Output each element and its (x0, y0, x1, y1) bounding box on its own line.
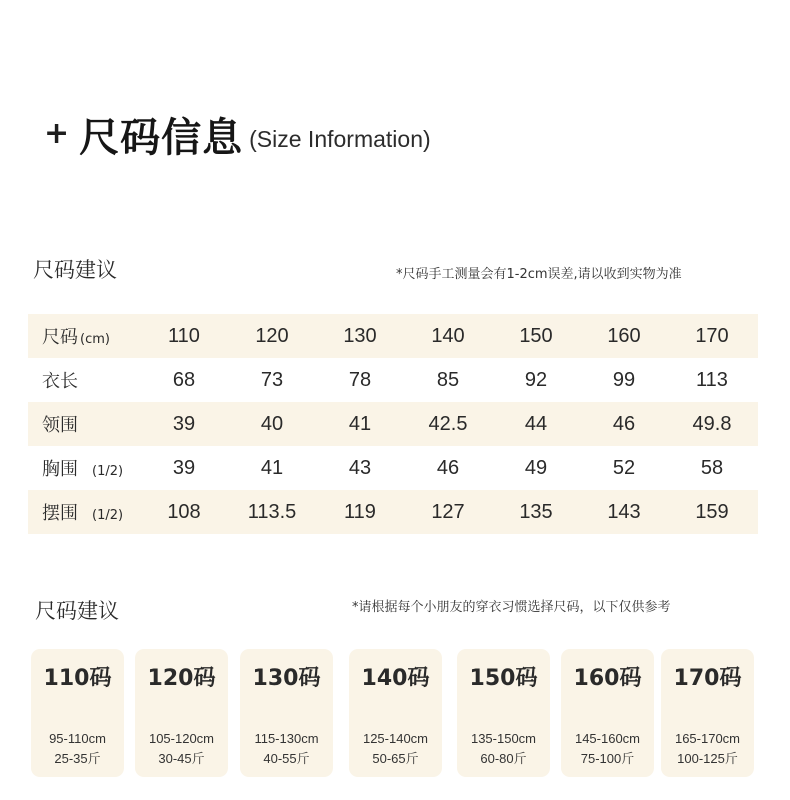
row-unit: (1/2) (92, 464, 124, 479)
row-header (28, 367, 140, 393)
card-weight-range: 30-45斤 (158, 751, 205, 766)
row-header (28, 499, 140, 525)
row-label: 衣长 (42, 371, 78, 392)
card-weight-range: 50-65斤 (372, 751, 419, 766)
table-cell: 39 (172, 412, 196, 435)
row-unit: (1/2) (92, 508, 124, 523)
row-label: 尺码 (42, 327, 78, 348)
card-size-label: 160码 (573, 666, 642, 691)
table-cell: 135 (519, 500, 553, 523)
card-size-label: 140码 (361, 666, 430, 691)
size-card (135, 649, 228, 777)
table-cell: 170 (695, 324, 729, 347)
table-cell: 73 (260, 368, 284, 391)
row-header (28, 323, 140, 349)
page-title (44, 104, 431, 164)
table-cell: 110 (168, 324, 200, 347)
table-cell: 119 (344, 500, 376, 523)
row-label: 胸围 (42, 459, 78, 480)
table-cell: 150 (519, 324, 553, 347)
table-cell: 130 (343, 324, 377, 347)
card-height-range: 105-120cm (148, 731, 215, 746)
row-label: 摆围 (42, 503, 78, 524)
table-cell: 49.8 (692, 412, 732, 435)
table-cell: 46 (612, 412, 636, 435)
table-cell: 49 (524, 456, 548, 479)
table-cell: 43 (348, 456, 372, 479)
recommend-heading: 尺码建议 (35, 599, 119, 623)
table-cell: 85 (436, 368, 460, 391)
size-chart-note: *尺码手工测量会有1-2cm误差,请以收到实物为准 (396, 267, 682, 282)
size-chart-heading: 尺码建议 (33, 258, 117, 282)
size-card (561, 649, 654, 777)
table-row (28, 358, 758, 402)
card-weight-range: 25-35斤 (54, 751, 101, 766)
row-unit: (cm) (80, 332, 110, 347)
table-cell: 41 (260, 456, 284, 479)
table-cell: 68 (172, 368, 196, 391)
table-cell: 92 (524, 368, 548, 391)
size-card (661, 649, 754, 777)
table-cell: 143 (607, 500, 641, 523)
recommend-note: *请根据每个小朋友的穿衣习惯选择尺码，以下仅供参考 (352, 600, 671, 615)
size-table (28, 314, 758, 534)
table-cell: 58 (700, 456, 724, 479)
table-cell: 39 (172, 456, 196, 479)
table-cell: 113 (696, 368, 728, 391)
card-size-label: 150码 (469, 666, 538, 691)
page-title-main: 尺码信息 (79, 114, 244, 161)
card-weight-range: 60-80斤 (480, 751, 527, 766)
table-cell: 160 (607, 324, 641, 347)
table-cell: 108 (167, 500, 201, 523)
card-size-label: 110码 (43, 666, 112, 691)
table-row (28, 490, 758, 534)
table-row (28, 446, 758, 490)
card-weight-range: 100-125斤 (677, 751, 738, 766)
row-label: 领围 (42, 415, 78, 436)
card-size-label: 130码 (252, 666, 321, 691)
table-cell: 140 (431, 324, 465, 347)
card-height-range: 145-160cm (574, 731, 641, 746)
table-row (28, 402, 758, 446)
plus-icon: + (44, 116, 70, 151)
card-weight-range: 75-100斤 (580, 751, 635, 766)
table-cell: 41 (348, 412, 372, 435)
table-cell: 78 (348, 368, 372, 391)
card-height-range: 125-140cm (362, 731, 429, 746)
table-cell: 46 (436, 456, 460, 479)
card-weight-range: 40-55斤 (263, 751, 310, 766)
table-cell: 113.5 (247, 500, 297, 523)
row-header (28, 411, 140, 437)
table-cell: 127 (431, 500, 465, 523)
row-header (28, 455, 140, 481)
size-card (349, 649, 442, 777)
card-height-range: 115-130cm (254, 731, 319, 746)
size-card (457, 649, 550, 777)
table-cell: 42.5 (428, 412, 468, 435)
table-row (28, 314, 758, 358)
card-height-range: 165-170cm (674, 731, 741, 746)
card-size-label: 120码 (147, 666, 216, 691)
size-card (240, 649, 333, 777)
table-cell: 40 (260, 412, 284, 435)
size-card (31, 649, 124, 777)
card-height-range: 95-110cm (49, 731, 106, 746)
table-cell: 52 (612, 456, 636, 479)
table-cell: 159 (695, 500, 729, 523)
table-cell: 44 (524, 412, 548, 435)
table-cell: 120 (255, 324, 289, 347)
card-height-range: 135-150cm (470, 731, 537, 746)
page-title-subtitle: (Size Information) (249, 125, 431, 152)
size-recommend-cards (31, 649, 761, 777)
card-size-label: 170码 (673, 666, 742, 691)
table-cell: 99 (612, 368, 636, 391)
